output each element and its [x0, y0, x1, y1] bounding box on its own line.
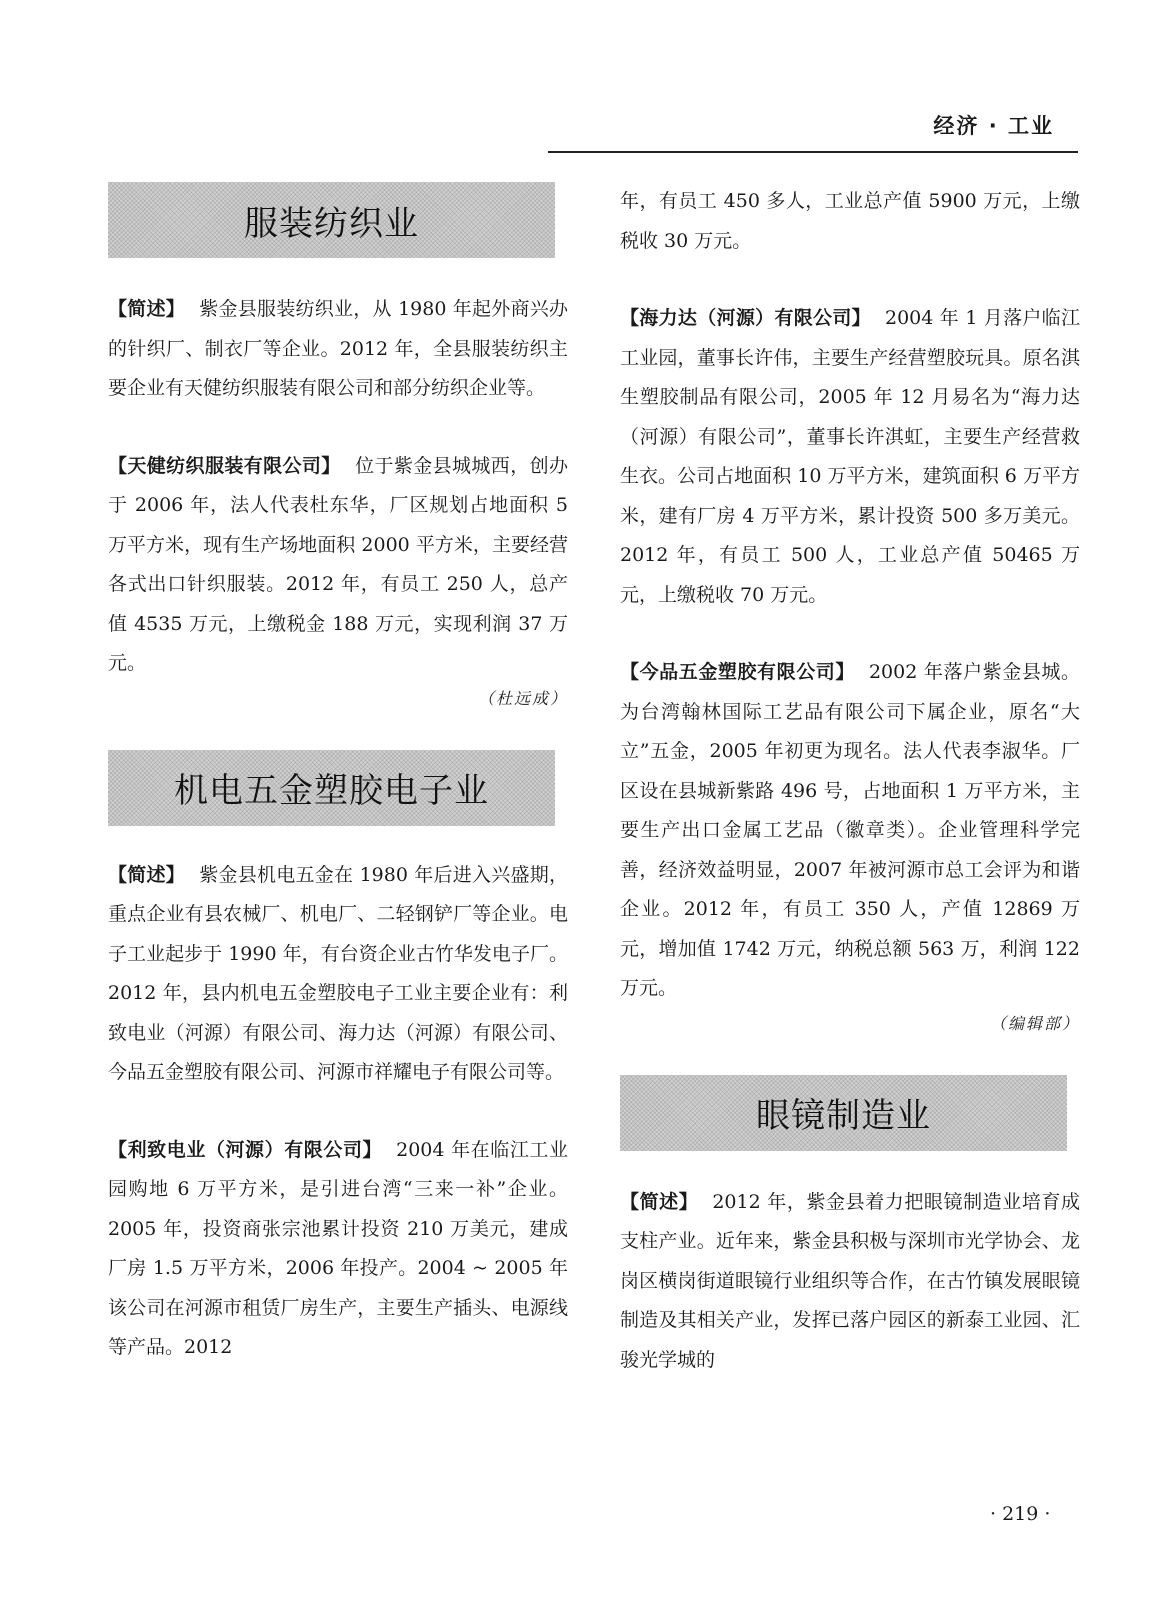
paragraph-tianjian	[108, 447, 568, 684]
entry-text: 2002 年落户紫金县城。为台湾翰林国际工艺品有限公司下属企业，原名“大立”五金，2005 年初更为现名。法人代表李淑华。厂区设在县城新紫路 496 号，占地面积 1 万平方米，主要生产出口金属工艺品（徽章类）。企业管理科学完善，经济效益明显，2007 年被河源市总工会评为和谐企业。2012 年，有员工 350 人，产值 12869 万元，增加值 1742 万元，纳税总额 563 万，利润 122 万元。	[620, 661, 1080, 999]
page-number: · 219 ·	[990, 1503, 1051, 1525]
section-heading-eyewear: 眼镜制造业	[620, 1075, 1067, 1151]
entry-text: 紫金县机电五金在 1980 年后进入兴盛期，重点企业有县农械厂、机电厂、二轻钢铲厂等企业。电子工业起步于 1990 年，有台资企业古竹华发电子厂。2012 年，县内机电五金塑胶电子工业主要企业有：利致电业（河源）有限公司、海力达（河源）有限公司、今品五金塑胶有限公司、河源市祥耀电子有限公司等。	[108, 863, 568, 1083]
paragraph-apparel-overview	[108, 290, 568, 409]
section-heading-electromech: 机电五金塑胶电子业	[108, 750, 555, 826]
paragraph-lizhi	[108, 1131, 568, 1368]
entry-tag: 【简述】	[620, 1190, 699, 1213]
left-column	[108, 182, 568, 1368]
entry-text: 2004 年在临江工业园购地 6 万平方米，是引进台湾“三来一补”企业。2005 年，投资商张宗池累计投资 210 万美元，建成厂房 1.5 万平方米，2006 年投产。2004 ~ 2005 年该公司在河源市租赁厂房生产，主要生产插头、电源线等产品。2012	[108, 1138, 568, 1358]
entry-tag: 【天健纺织服装有限公司】	[108, 454, 341, 477]
section-heading-apparel: 服装纺织业	[108, 182, 555, 258]
entry-tag: 【利致电业（河源）有限公司】	[108, 1138, 383, 1161]
entry-text: 2012 年，紫金县着力把眼镜制造业培育成支柱产业。近年来，紫金县积极与深圳市光学协会、龙岗区横岗街道眼镜行业组织等合作，在古竹镇发展眼镜制造及其相关产业，发挥已落户园区的新泰工业园、汇骏光学城的	[620, 1190, 1080, 1371]
entry-text: 紫金县服装纺织业，从 1980 年起外商兴办的针织厂、制衣厂等企业。2012 年，全县服装纺织主要企业有天健纺织服装有限公司和部分纺织企业等。	[108, 298, 568, 399]
author-credit: （编辑部）	[989, 1013, 1080, 1033]
entry-tag: 【简述】	[108, 863, 186, 886]
entry-text: 位于紫金县城城西，创办于 2006 年，法人代表杜东华，厂区规划占地面积 5 万平方米，现有生产场地面积 2000 平方米，主要经营各式出口针织服装。2012 年，有员工 250 人，总产值 4535 万元，上缴税金 188 万元，实现利润 37 万元。	[108, 454, 568, 674]
paragraph-hailida	[620, 299, 1080, 615]
running-header: 经济 · 工业	[933, 114, 1054, 138]
paragraph-eyewear-overview	[620, 1183, 1080, 1381]
entry-tag: 【简述】	[108, 298, 186, 320]
entry-tag: 【今品五金塑胶有限公司】	[620, 661, 855, 683]
right-column	[620, 182, 1080, 1380]
header-rule	[548, 151, 1078, 153]
entry-text: 2004 年 1 月落户临江工业园，董事长许伟，主要生产经营塑胶玩具。原名淇生塑胶制品有限公司，2005 年 12 月易名为“海力达（河源）有限公司”，董事长许淇虹，主要生产经营救生衣。公司占地面积 10 万平方米，建筑面积 6 万平方米，建有厂房 4 万平方米，累计投资 500 多万美元。2012 年，有员工 500 人，工业总产值 50465 万元，上缴税收 70 万元。	[620, 307, 1080, 606]
author-credit: （杜远成）	[477, 688, 568, 708]
paragraph-jinpin	[620, 653, 1080, 1009]
paragraph-electromech-overview	[108, 856, 568, 1093]
entry-tag: 【海力达（河源）有限公司】	[620, 307, 871, 329]
paragraph-lizhi-continued: 年，有员工 450 多人，工业总产值 5900 万元，上缴税收 30 万元。	[620, 190, 1080, 252]
